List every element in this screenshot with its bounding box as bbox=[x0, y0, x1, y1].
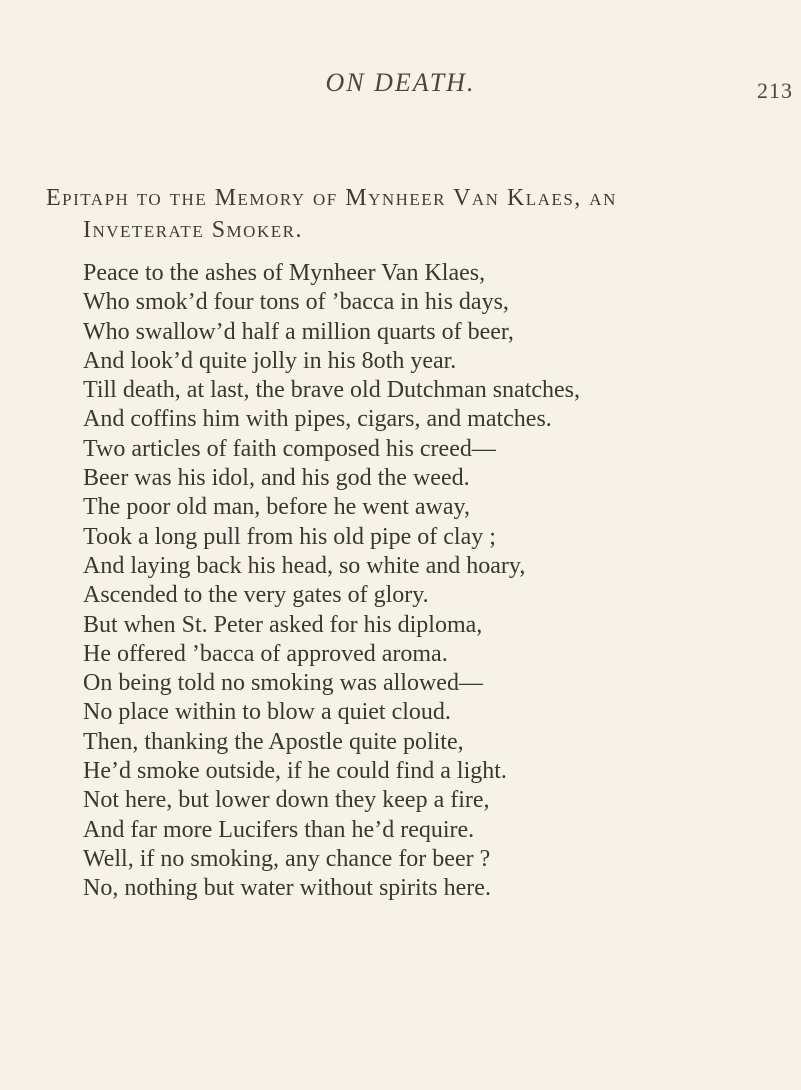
epitaph-title bbox=[46, 182, 766, 246]
poem-line: Who swallow’d half a million quarts of beer, bbox=[83, 318, 514, 345]
poem-line: But when St. Peter asked for his diploma, bbox=[83, 611, 483, 638]
poem-line: And coffins him with pipes, cigars, and matches. bbox=[83, 406, 552, 433]
poem-line: He’d smoke outside, if he could find a light. bbox=[83, 758, 507, 785]
poem-line: Beer was his idol, and his god the weed. bbox=[83, 465, 470, 492]
poem-line: Two articles of faith composed his creed— bbox=[83, 435, 496, 462]
poem-line: No place within to blow a quiet cloud. bbox=[83, 699, 451, 726]
page-number: 213 bbox=[757, 78, 793, 103]
poem-line: On being told no smoking was allowed— bbox=[83, 670, 483, 697]
poem-line: He offered ’bacca of approved aroma. bbox=[83, 640, 448, 667]
poem-line: Took a long pull from his old pipe of clay ; bbox=[83, 523, 496, 550]
poem-line: Peace to the ashes of Mynheer Van Klaes, bbox=[83, 260, 486, 286]
poem-line: The poor old man, before he went away, bbox=[83, 494, 470, 521]
poem-line: Then, thanking the Apostle quite polite, bbox=[83, 728, 464, 755]
poem-line: And look’d quite jolly in his 8oth year. bbox=[83, 347, 457, 374]
poem-line: Till death, at last, the brave old Dutchman snatches, bbox=[83, 377, 581, 404]
epitaph-title-line-2: Inveterate Smoker. bbox=[83, 217, 303, 243]
poem-line: Well, if no smoking, any chance for beer ? bbox=[83, 845, 491, 872]
poem-line: And laying back his head, so white and hoary, bbox=[83, 552, 526, 579]
poem-line: Who smok’d four tons of ’bacca in his days, bbox=[83, 289, 509, 316]
epitaph-title-line-1: Epitaph to the Memory of Mynheer Van Klaes, an bbox=[46, 185, 617, 211]
poem-line: Not here, but lower down they keep a fire, bbox=[83, 787, 490, 814]
poem-line: No, nothing but water without spirits here. bbox=[83, 875, 491, 902]
poem-body bbox=[83, 259, 783, 904]
poem-line: And far more Lucifers than he’d require. bbox=[83, 816, 475, 843]
running-head-title: ON DEATH. bbox=[325, 68, 476, 97]
poem-line: Ascended to the very gates of glory. bbox=[83, 582, 429, 609]
